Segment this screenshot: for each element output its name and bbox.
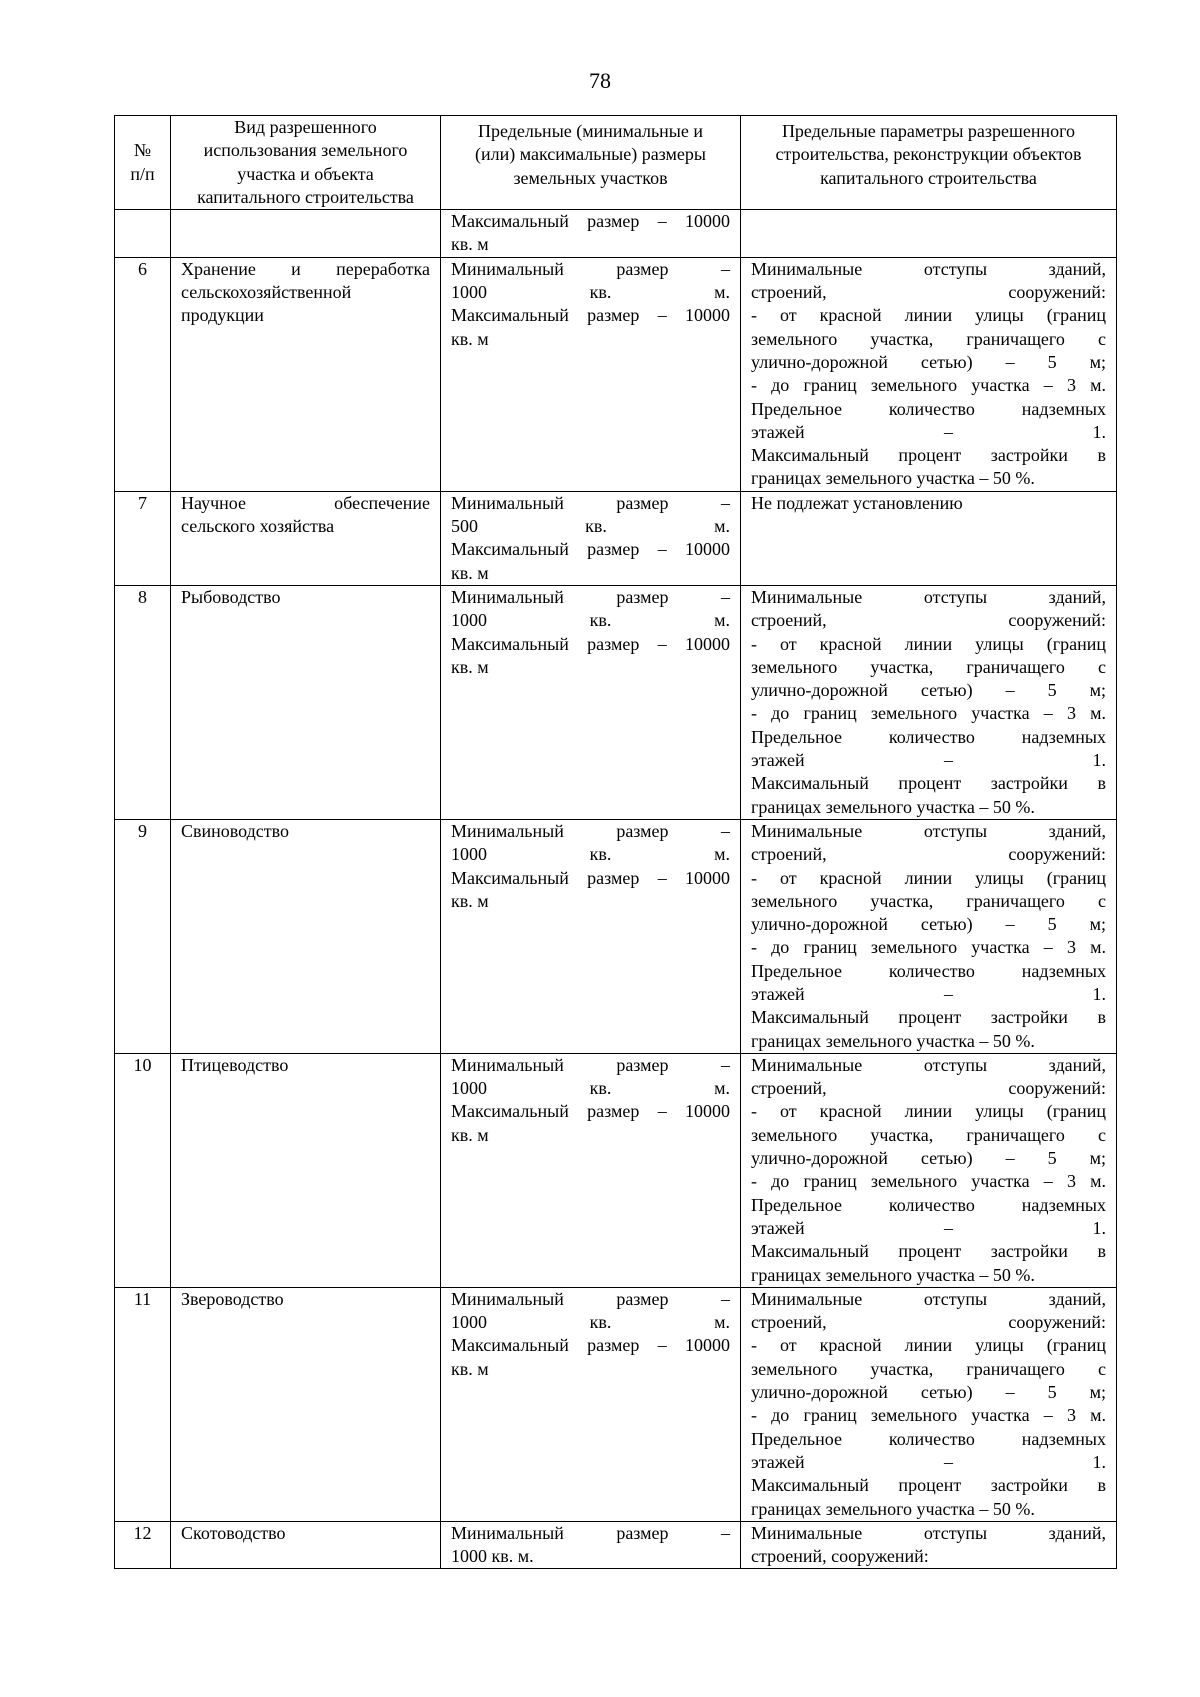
cell-line: границах земельного участка – 50 %. [751,796,1035,817]
cell-line: 1000 кв. м. [451,610,730,631]
cell-line: Максимальный процент застройки в [751,773,1106,794]
cell-line: - от красной линии улицы (границ [751,633,1106,654]
cell-line: границах земельного участка – 50 %. [751,1030,1035,1051]
cell-plot-size [441,491,741,585]
cell-line: Максимальный размер – 10000 [451,867,730,888]
header-params-line: Предельные параметры разрешенного [781,121,1076,141]
cell-line: кв. м [451,328,489,349]
cell-line: 1000 кв. м. [451,1078,730,1099]
table-row [115,585,1117,819]
cell-line: - до границ земельного участка – 3 м. [751,1171,1106,1192]
cell-line: Предельное количество надземных [751,726,1106,747]
cell-number: 9 [115,819,171,1053]
cell-plot-size [441,1053,741,1287]
cell-line: Максимальный размер – 10000 [451,1101,730,1122]
cell-line: Максимальный процент застройки в [751,1475,1106,1496]
cell-line: Минимальные отступы зданий, [751,1522,1106,1543]
cell-line: Птицеводство [181,1054,289,1075]
cell-line: кв. м [451,562,489,583]
header-use-type [171,116,441,210]
cell-construction-params [741,1521,1117,1569]
cell-line: Максимальный размер – 10000 [451,211,730,232]
cell-use-type [171,585,441,819]
header-number-line: № [133,140,152,161]
cell-line: 500 кв. м. [451,516,730,537]
cell-line: улично-дорожной сетью) – 5 м; [751,351,1106,372]
cell-line: Предельное количество надземных [751,398,1106,419]
cell-line: строений, сооружений: [751,844,1106,865]
cell-line: границах земельного участка – 50 %. [751,468,1035,489]
cell-plot-size [441,210,741,258]
cell-line: Минимальные отступы зданий, [751,586,1106,607]
cell-line: этажей – 1. [751,1451,1106,1472]
cell-use-type [171,819,441,1053]
cell-line: Минимальный размер – [451,1522,730,1543]
cell-construction-params [741,210,1117,258]
cell-line: строений, сооружений: [751,1078,1106,1099]
cell-line: Максимальный размер – 10000 [451,539,730,560]
cell-use-type [171,1287,441,1521]
cell-line: границах земельного участка – 50 %. [751,1264,1035,1285]
cell-line: земельного участка, граничащего с [751,1358,1106,1379]
cell-line: земельного участка, граничащего с [751,328,1106,349]
cell-line: этажей – 1. [751,750,1106,771]
cell-line: Предельное количество надземных [751,960,1106,981]
cell-line: 1000 кв. м. [451,844,730,865]
cell-use-type [171,491,441,585]
cell-line: Минимальные отступы зданий, [751,1288,1106,1309]
cell-plot-size [441,257,741,491]
cell-line: кв. м [451,656,489,677]
cell-line: Не подлежат установлению [751,492,963,513]
page-number: 78 [589,68,611,93]
header-size-line: Предельные (минимальные и [477,121,704,141]
cell-plot-size [441,1521,741,1569]
cell-line: - от красной линии улицы (границ [751,305,1106,326]
cell-line: строений, сооружений: [751,282,1106,303]
cell-construction-params [741,491,1117,585]
cell-line: Максимальный процент застройки в [751,445,1106,466]
table-row-continuation [115,210,1117,258]
cell-line: Предельное количество надземных [751,1194,1106,1215]
cell-line: Минимальный размер – [451,492,730,513]
cell-line: продукции [181,305,264,326]
cell-line: - до границ земельного участка – 3 м. [751,703,1106,724]
cell-line: сельскохозяйственной [181,282,352,303]
cell-line: Максимальный процент застройки в [751,1241,1106,1262]
table-row [115,257,1117,491]
cell-line: этажей – 1. [751,421,1106,442]
table-row [115,1053,1117,1287]
cell-line: улично-дорожной сетью) – 5 м; [751,680,1106,701]
cell-line: Свиноводство [181,820,290,841]
cell-number: 8 [115,585,171,819]
cell-line: кв. м [451,1358,489,1379]
cell-line: - до границ земельного участка – 3 м. [751,375,1106,396]
table-row [115,1287,1117,1521]
cell-line: 1000 кв. м. [451,282,730,303]
cell-line: улично-дорожной сетью) – 5 м; [751,914,1106,935]
cell-number: 10 [115,1053,171,1287]
cell-line: земельного участка, граничащего с [751,1124,1106,1145]
cell-line: - от красной линии улицы (границ [751,1101,1106,1122]
cell-line: земельного участка, граничащего с [751,890,1106,911]
header-use-line: использования земельного [203,140,408,161]
cell-line: Звероводство [181,1288,284,1309]
header-plot-size [441,116,741,210]
header-size-line: земельных участков [513,167,668,188]
cell-use-type [171,210,441,258]
header-size-line: (или) максимальные) размеры [474,144,707,165]
cell-line: - от красной линии улицы (границ [751,867,1106,888]
cell-line: Научное обеспечение [181,492,430,513]
cell-use-type [171,257,441,491]
cell-construction-params [741,1053,1117,1287]
cell-line: Максимальный размер – 10000 [451,1335,730,1356]
cell-line: улично-дорожной сетью) – 5 м; [751,1148,1106,1169]
cell-number: 12 [115,1521,171,1569]
header-use-line: участка и объекта [237,163,374,184]
cell-plot-size [441,1287,741,1521]
cell-line: Минимальные отступы зданий, [751,1054,1106,1075]
cell-line: - от красной линии улицы (границ [751,1335,1106,1356]
cell-line: улично-дорожной сетью) – 5 м; [751,1382,1106,1403]
cell-number [115,210,171,258]
cell-line: Минимальный размер – [451,258,730,279]
table-header-row [115,116,1117,210]
cell-line: Минимальные отступы зданий, [751,820,1106,841]
table-row [115,491,1117,585]
cell-line: Предельное количество надземных [751,1428,1106,1449]
cell-construction-params [741,1287,1117,1521]
land-use-table [114,115,1117,1569]
header-construction-params [741,116,1117,210]
cell-line: сельского хозяйства [181,516,335,537]
cell-line: кв. м [451,1124,489,1145]
cell-line: Максимальный процент застройки в [751,1007,1106,1028]
table-row [115,1521,1117,1569]
cell-line: границах земельного участка – 50 %. [751,1498,1035,1519]
cell-line: - до границ земельного участка – 3 м. [751,937,1106,958]
cell-line: земельного участка, граничащего с [751,656,1106,677]
cell-line: 1000 кв. м. [451,1312,730,1333]
cell-line: строений, сооружений: [751,1312,1106,1333]
cell-line: Минимальный размер – [451,586,730,607]
header-params-line: строительства, реконструкции объектов [775,144,1082,165]
header-number [115,116,171,210]
cell-line: этажей – 1. [751,983,1106,1004]
cell-number: 6 [115,257,171,491]
cell-construction-params [741,819,1117,1053]
cell-use-type [171,1521,441,1569]
cell-line: Минимальный размер – [451,1288,730,1309]
cell-line: Минимальный размер – [451,820,730,841]
cell-number: 11 [115,1287,171,1521]
cell-line: Максимальный размер – 10000 [451,305,730,326]
cell-line: Максимальный размер – 10000 [451,633,730,654]
cell-line: Минимальный размер – [451,1054,730,1075]
header-use-line: капитального строительства [197,186,414,207]
cell-plot-size [441,819,741,1053]
cell-line: строений, сооружений: [751,1546,929,1567]
table-row [115,819,1117,1053]
cell-line: Рыбоводство [181,586,281,607]
cell-line: Скотоводство [181,1522,286,1543]
header-use-line: Вид разрешенного [234,117,377,137]
header-params-line: капитального строительства [820,167,1037,188]
cell-number: 7 [115,491,171,585]
header-number-line: п/п [130,163,155,184]
cell-construction-params [741,585,1117,819]
cell-line: - до границ земельного участка – 3 м. [751,1405,1106,1426]
cell-line: кв. м [451,234,489,255]
cell-line: этажей – 1. [751,1217,1106,1238]
cell-line: строений, сооружений: [751,610,1106,631]
cell-line: 1000 кв. м. [451,1546,534,1567]
cell-construction-params [741,257,1117,491]
cell-line: Хранение и переработка [181,258,430,279]
cell-line: кв. м [451,890,489,911]
cell-plot-size [441,585,741,819]
cell-use-type [171,1053,441,1287]
cell-line: Минимальные отступы зданий, [751,258,1106,279]
